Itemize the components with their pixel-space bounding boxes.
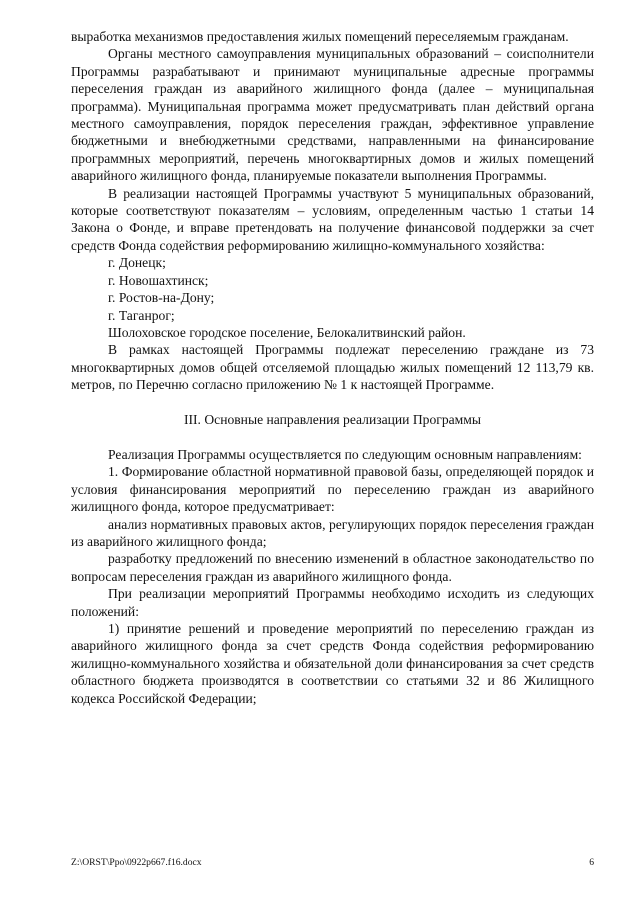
page-number: 6 <box>589 857 594 868</box>
paragraph-provision-1: 1) принятие решений и проведение мероприятий по переселению граждан из аварийного жилищного фонда за счет средств Фонда содействия реформированию жилищно-коммунального хозяйства и обязательной доли финансирования за счет средств областного бюджета производятся в соответствии со статьями 32 и 86 Жилищного кодекса Российской Федерации; <box>71 621 594 706</box>
paragraph-participants: В реализации настоящей Программы участвуют 5 муниципальных образований, которые соответствуют показателям – условиям, определенным частью 1 статьи 14 Закона о Фонде, и вправе претендовать на получение финансовой поддержки за счет средств Фонда содействия реформированию жилищно-коммунального хозяйства: <box>71 185 594 253</box>
paragraph-analysis: анализ нормативных правовых актов, регулирующих порядок переселения граждан из аварийного жилищного фонда; <box>71 516 594 549</box>
list-item-municipality: г. Новошахтинск; <box>108 272 209 288</box>
paragraph-legislation: разработку предложений по внесению изменений в областное законодательство по вопросам переселения граждан из аварийного жилищного фонда. <box>71 551 594 584</box>
paragraph-direction-1: 1. Формирование областной нормативной правовой базы, определяющей порядок и условия финансирования мероприятий по переселению граждан из аварийного жилищного фонда, которое предусматривает: <box>71 464 594 515</box>
paragraph-directions: Реализация Программы осуществляется по следующим основным направлениям: <box>108 446 582 462</box>
list-item-municipality: г. Донецк; <box>108 255 166 271</box>
list-item-municipality: г. Таганрог; <box>108 307 175 323</box>
paragraph-provisions: При реализации мероприятий Программы необходимо исходить из следующих положений: <box>71 586 594 619</box>
paragraph-continuation: выработка механизмов предоставления жилых помещений переселяемым гражданам. <box>71 29 569 44</box>
section-heading: III. Основные направления реализации Программы <box>183 411 482 427</box>
page-footer <box>71 857 594 868</box>
paragraph-municipal-programs: Органы местного самоуправления муниципальных образований – соисполнители Программы разрабатывают и принимают муниципальные адресные программы переселения граждан из аварийного жилищного фонда (далее – муниципальная программа). Муниципальная программа может предусматривать план действий органа местного самоуправления, порядок переселения граждан, эффективное управление бюджетными и внебюджетными средствами, направленными на финансирование программных мероприятий, перечень многоквартирных домов и жилых помещений аварийного жилищного фонда, планируемые показатели выполнения Программы. <box>71 46 594 184</box>
list-item-municipality: Шолоховское городское поселение, Белокалитвинский район. <box>108 324 466 340</box>
footer-file-path: Z:\ORST\Ppo\0922p667.f16.docx <box>71 857 202 868</box>
document-body <box>71 28 594 707</box>
paragraph-relocation: В рамках настоящей Программы подлежат переселению граждане из 73 многоквартирных домов общей отселяемой площадью жилых помещений 12 113,79 кв. метров, по Перечню согласно приложению № 1 к настоящей Программе. <box>71 342 594 393</box>
list-item-municipality: г. Ростов-на-Дону; <box>108 290 215 306</box>
